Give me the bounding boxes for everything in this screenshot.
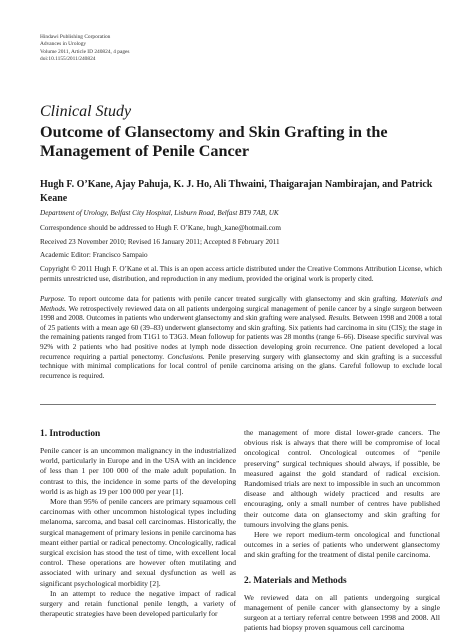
section-divider <box>40 404 436 405</box>
abstract-purpose: To report outcome data for patients with penile cancer treated surgically with glansectomy and skin grafting. <box>68 295 398 303</box>
abstract-methods-label: Materials and Methods. <box>40 295 443 313</box>
body-column-right <box>244 428 440 633</box>
copyright-notice: Copyright © 2011 Hugh F. O’Kane et al. This is an open access article distributed under the Creative Commons Attribution License, which permits unrestricted use, distribution, and reproduction in any medium, provided the original work is properly cited. <box>40 265 442 283</box>
abstract-results-label: Results. <box>328 314 351 323</box>
introduction-paragraph: Penile cancer is an uncommon malignancy in the industrialized world, particularly in Europe and in the USA with an incidence of less than 1 per 100 000 of the male adult population. In contrast to this, the incidence in some parts of the developing world is as high as 19 per 100 000 per year [1]. <box>40 446 236 496</box>
body-column-left <box>40 428 236 619</box>
journal-line: Advances in Urology <box>40 41 87 48</box>
academic-editor: Academic Editor: Francisco Sampaio <box>40 251 148 259</box>
abstract-conclusions: Penile preserving surgery with glansectomy and skin grafting is a successful technique with minimal complications for local control of penile carcinoma arising on the glans. Careful followup to exclude local recurrence is required. <box>40 352 443 380</box>
methods-heading: 2. Materials and Methods <box>244 575 347 586</box>
affiliation: Department of Urology, Belfast City Hospital, Lisburn Road, Belfast BT9 7AB, UK <box>40 209 279 217</box>
abstract-purpose-label: Purpose. <box>40 295 66 303</box>
volume-line: Volume 2011, Article ID 240824, 4 pages <box>40 48 130 55</box>
introduction-paragraph: In an attempt to reduce the negative impact of radical surgery and retain functional penile length, a variety of therapeutic strategies have been developed particularly for <box>40 588 236 619</box>
introduction-paragraph: the management of more distal lower-grade cancers. The obvious risk is always that there will be compromise of local oncological control. Oncological outcomes of “penile preserving” surgical techniques should always, if possible, be measured against the gold standard of radical excision. Randomised trials are next to impossible in such an uncommon disease and although widely practiced and results are encouraging, only a small number of centres have published their outcome data on glansectomy and skin grafting for tumours involving the glans penis. <box>244 428 440 529</box>
abstract-methods: We retrospectively reviewed data on all patients undergoing surgical management of penile cancer by a single surgeon between 1998 and 2008. Outcomes in patients who underwent glansectomy and skin grafting were analysed. <box>40 304 442 323</box>
abstract <box>40 295 442 381</box>
doi-line[interactable]: doi:10.1155/2011/240824 <box>40 56 96 63</box>
abstract-conclusions-label: Conclusions. <box>167 352 205 361</box>
submission-dates: Received 23 November 2010; Revised 16 January 2011; Accepted 8 February 2011 <box>40 238 280 246</box>
article-type-label: Clinical Study <box>40 103 132 120</box>
journal-header <box>40 34 130 64</box>
abstract-results: Between 1998 and 2008 a total of 25 patients with a mean age 60 (39–83) underwent glansectomy and skin grafting. Six patients had carcinoma in situ (CIS); the stage in the remaining patients ranged from T1G1 to T3G3. Mean followup for patients was 28 months (range 6–66). Disease specific survival was 92% with 2 patients who had positive nodes at lymph node dissection developing groin recurrence. One patient developed a local recurrence requiring a partial penectomy. <box>40 314 442 361</box>
publisher-line: Hindawi Publishing Corporation <box>40 34 111 40</box>
introduction-paragraph: Here we report medium-term oncological and functional outcomes in a series of patients who underwent glansectomy and skin grafting for the treatment of distal penile carcinoma. <box>244 530 440 560</box>
author-list: Hugh F. O’Kane, Ajay Pahuja, K. J. Ho, Ali Thwaini, Thaigarajan Nambirajan, and Patrick Keane <box>40 179 433 204</box>
introduction-paragraph: More than 95% of penile cancers are primary squamous cell carcinomas with other uncommon histological types including melanoma, sarcoma, and basal cell carcinomas. Historically, the surgical management of primary lesions in penile carcinoma has meant either partial or radical penectomy. Oncologically, radical surgical excision has stood the test of time, with excellent local control. These operations are however often mutilating and associated with urinary and sexual dysfunction as well as significant psychological morbidity [2]. <box>40 497 236 588</box>
article-title: Outcome of Glansectomy and Skin Grafting in the Management of Penile Cancer <box>40 123 388 160</box>
correspondence-line: Correspondence should be addressed to Hugh F. O’Kane, hugh_kane@hotmail.com <box>40 224 281 232</box>
methods-paragraph: We reviewed data on all patients undergoing surgical management of penile cancer with glansectomy by a single surgeon at a tertiary referral centre between 1998 and 2008. All patients had biopsy proven squamous cell carcinoma <box>244 592 440 633</box>
introduction-heading: 1. Introduction <box>40 429 101 439</box>
section-spacer <box>244 561 440 575</box>
